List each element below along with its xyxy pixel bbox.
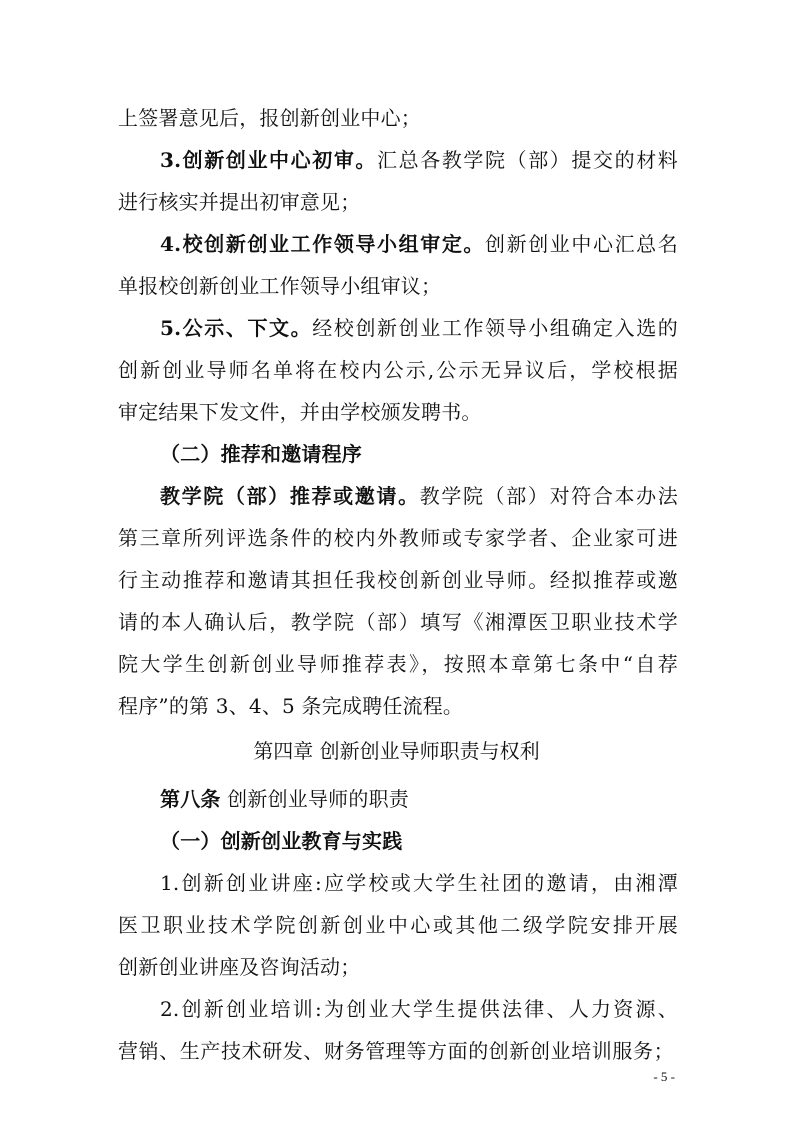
step-title: 5.公示、下文。: [160, 316, 313, 340]
text-run: 请的本人确认后，教学院（部）填写《湘潭医卫职业技术学: [118, 610, 678, 634]
article-heading: [160, 789, 678, 809]
text-line: [118, 1041, 673, 1061]
text-line: [118, 654, 678, 674]
text-line: [160, 234, 678, 254]
text-line: [118, 570, 678, 590]
text-line: [118, 612, 678, 632]
text-line: [160, 150, 678, 170]
text-line: [118, 915, 678, 935]
text-line: [118, 276, 678, 296]
text-run: 教学院（部）对符合本办法: [419, 484, 678, 508]
text-line: [118, 402, 678, 422]
text-line: [160, 486, 678, 506]
chapter-heading: 第四章 创新创业导师职责与权利: [253, 739, 540, 763]
text-run: 创新创业中心汇总名: [485, 232, 678, 256]
text-run: 院大学生创新创业导师推荐表》，按照本章第七条中“自荐: [118, 652, 678, 676]
article-title: 创新创业导师的职责: [220, 787, 409, 811]
text-line: [160, 318, 678, 338]
text-run: 程序”的第 3、4、5 条完成聘任流程。: [118, 694, 464, 718]
text-run: 2.创新创业培训:为创业大学生提供法律、人力资源、: [160, 997, 678, 1021]
text-run: 行主动推荐和邀请其担任我校创新创业导师。经拟推荐或邀: [118, 568, 678, 592]
text-run: 进行核实并提出初审意见；: [118, 190, 361, 214]
step-title: 4.校创新创业工作领导小组审定。: [160, 232, 486, 256]
text-line: [160, 999, 678, 1019]
text-line: [160, 873, 678, 893]
text-line: [118, 528, 678, 548]
text-run: 营销、生产技术研发、财务管理等方面的创新创业培训服务；: [118, 1039, 673, 1063]
text-run: 创新创业讲座及咨询活动；: [118, 955, 361, 979]
text-line: [118, 696, 678, 716]
text-line: [118, 360, 678, 380]
article-number: 第八条: [160, 787, 221, 811]
step-title: 3.创新创业中心初审。: [160, 148, 378, 172]
page-number: - 5 -: [653, 1069, 675, 1084]
text-run: 第三章所列评选条件的校内外教师或专家学者、企业家可进: [118, 526, 678, 550]
text-run: 审定结果下发文件，并由学校颁发聘书。: [118, 400, 482, 424]
text-line: [118, 957, 678, 977]
step-title: 教学院（部）推荐或邀请。: [160, 484, 420, 508]
text-run: 汇总各教学院（部）提交的材料: [377, 148, 678, 172]
text-run: 上签署意见后，报创新创业中心；: [118, 106, 421, 130]
text-line: [118, 192, 678, 212]
text-run: 创新创业导师名单将在校内公示,公示无异议后，学校根据: [118, 358, 678, 382]
text-run: 1.创新创业讲座:应学校或大学生社团的邀请，由湘潭: [160, 871, 678, 895]
text-run: 医卫职业技术学院创新创业中心或其他二级学院安排开展: [118, 913, 678, 937]
text-run: 经校创新创业工作领导小组确定入选的: [312, 316, 679, 340]
section-heading-text: （二）推荐和邀请程序: [160, 442, 362, 466]
section-heading-text: （一）创新创业教育与实践: [160, 829, 403, 853]
section-heading: [160, 444, 678, 464]
text-run: 单报校创新创业工作领导小组审议；: [118, 274, 442, 298]
text-line: [118, 108, 678, 128]
section-heading: [160, 831, 678, 851]
